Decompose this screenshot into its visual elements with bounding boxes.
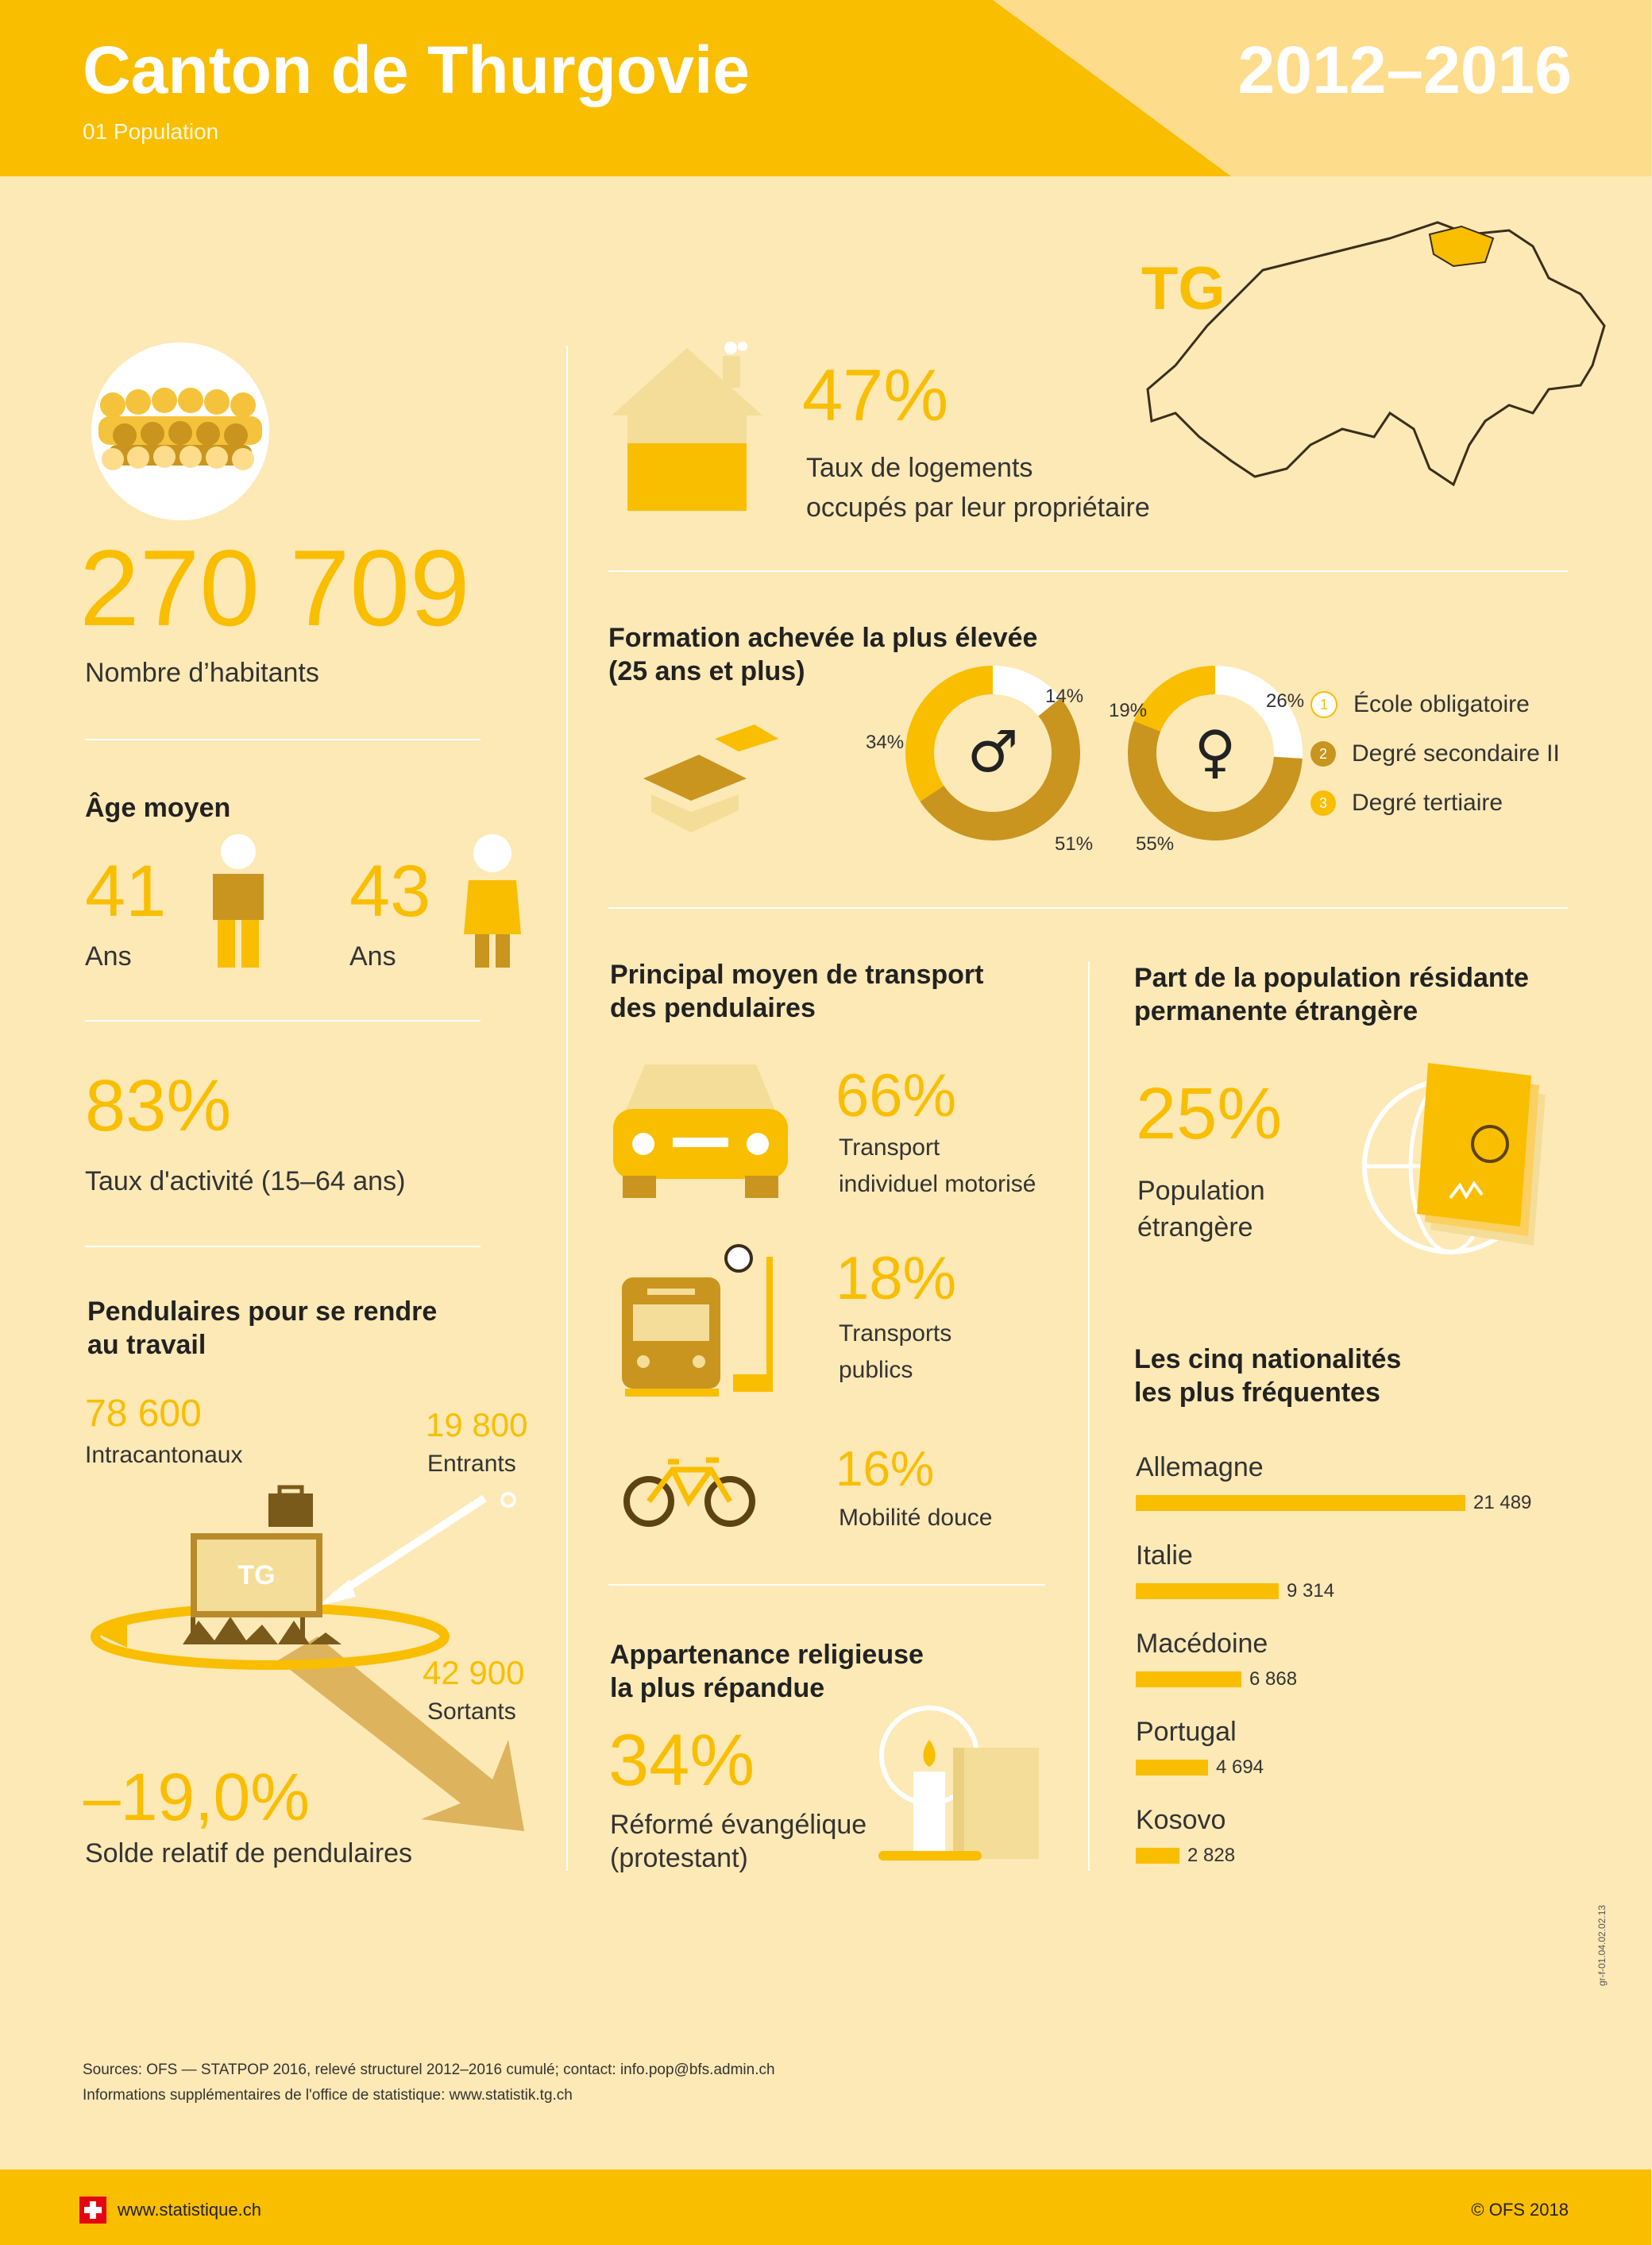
women-symbol-icon: ♀: [1194, 718, 1237, 785]
crowd-icon: [89, 340, 272, 523]
car-label: Transport individuel motorisé: [839, 1134, 1036, 1197]
globe-passport-icon: [1363, 1055, 1577, 1277]
legend-item: [1310, 779, 1560, 828]
column-divider: [566, 346, 568, 1871]
graduation-cap-icon: [635, 723, 794, 834]
header-band: [0, 0, 1651, 176]
document-code: gr-f-01.04.02.02.13: [1596, 1904, 1608, 1986]
man-icon: [206, 834, 270, 969]
bicycle-icon: [623, 1454, 758, 1533]
nationalities-title: Les cinq nationalités les plus fréquentes: [1134, 1344, 1402, 1408]
nationality-bar: [1136, 1495, 1465, 1511]
nationality-bar: [1136, 1848, 1179, 1864]
men-tertiary-label: 34%: [866, 732, 905, 753]
nationality-name: Portugal: [1136, 1717, 1237, 1747]
map-canton-code: TG: [1141, 255, 1225, 323]
age-men-value: 41: [85, 851, 167, 932]
religion-label: Réformé évangélique (protestant): [610, 1810, 867, 1873]
nationality-name: Kosovo: [1136, 1805, 1226, 1835]
canton-sign-label: TG: [237, 1560, 276, 1590]
commuters-in-label: Entrants: [427, 1451, 516, 1477]
legend-marker: 2: [1310, 741, 1336, 767]
education-legend: [1310, 680, 1560, 828]
population-label: Nombre d’habitants: [85, 658, 319, 688]
school-segment: [993, 680, 1049, 707]
public-label: Transports publics: [839, 1320, 952, 1383]
divider: [608, 570, 1568, 572]
period-label: 2012–2016: [1237, 33, 1572, 107]
education-title: Formation achevée la plus élevée (25 ans et plus): [608, 623, 1038, 686]
women-tertiary-label: 19%: [1109, 700, 1148, 721]
nationality-value-label: 9 314: [1287, 1580, 1335, 1602]
switzerland-map: [1136, 207, 1612, 508]
divider: [608, 1584, 1045, 1586]
women-secondary-label: 55%: [1136, 833, 1175, 855]
woman-icon: [461, 834, 524, 969]
housing-value: 47%: [802, 355, 949, 436]
religion-title: Appartenance religieuse la plus répandue: [610, 1640, 924, 1703]
page-subtitle: 01 Population: [83, 119, 219, 144]
public-value: 18%: [836, 1245, 957, 1312]
nationality-value-label: 2 828: [1187, 1845, 1236, 1866]
commuters-intra-value: 78 600: [85, 1393, 202, 1435]
housing-label: Taux de logements occupés par leur propriétaire: [806, 453, 1150, 523]
religion-value: 34%: [608, 1720, 755, 1801]
footer-band: [0, 2170, 1651, 2245]
soft-value: 16%: [836, 1442, 935, 1497]
commuters-title: Pendulaires pour se rendre au travail: [87, 1296, 438, 1360]
nationality-bar: [1136, 1583, 1279, 1599]
legend-marker: 3: [1310, 790, 1336, 816]
nationality-value-label: 4 694: [1216, 1756, 1264, 1778]
age-women-value: 43: [349, 851, 431, 932]
nationality-value-label: 21 489: [1473, 1492, 1532, 1513]
legend-item: [1310, 680, 1560, 729]
activity-value: 83%: [85, 1065, 232, 1146]
nationality-bar: [1136, 1671, 1241, 1687]
men-symbol-icon: ♂: [967, 718, 1019, 785]
foreign-label: Population étrangère: [1137, 1176, 1265, 1242]
commuters-balance-value: –19,0%: [83, 1760, 310, 1834]
commuters-intra-label: Intracantonaux: [85, 1442, 243, 1468]
age-title: Âge moyen: [85, 793, 231, 823]
nationality-name: Macédoine: [1136, 1629, 1268, 1659]
divider: [608, 907, 1568, 909]
car-icon: [605, 1057, 796, 1200]
legend-item: [1310, 729, 1560, 779]
legend-label: Degré secondaire II: [1352, 740, 1560, 767]
footer-url-link[interactable]: www.statistique.ch: [118, 2200, 261, 2220]
divider: [85, 739, 481, 740]
legend-marker: 1: [1310, 691, 1337, 718]
divider: [85, 1246, 481, 1247]
age-men-unit: Ans: [85, 941, 132, 972]
men-school-label: 14%: [1045, 686, 1084, 707]
nationality-name: Allemagne: [1136, 1452, 1264, 1482]
foreign-title: Part de la population résidante permanente étrangère: [1134, 963, 1529, 1026]
nationality-value-label: 6 868: [1249, 1668, 1298, 1690]
foreign-value: 25%: [1136, 1073, 1283, 1154]
footer-copyright: © OFS 2018: [1471, 2200, 1569, 2220]
sources: Sources: OFS — STATPOP 2016, relevé structurel 2012–2016 cumulé; contact: info.pop@bfs.admin.ch Informations supplémentaires de l'office de statistique: www.statistik.tg.ch: [83, 2061, 775, 2104]
transport-title: Principal moyen de transport des pendulaires: [610, 960, 984, 1023]
commuters-out-label: Sortants: [427, 1698, 516, 1725]
swiss-cross-icon: [79, 2197, 106, 2224]
nationality-bar: [1136, 1760, 1208, 1776]
divider: [85, 1020, 481, 1022]
women-school-label: 26%: [1266, 690, 1305, 712]
men-secondary-label: 51%: [1055, 833, 1094, 855]
column-divider: [1088, 961, 1090, 1871]
commuters-in-value: 19 800: [426, 1406, 528, 1443]
population-value: 270 709: [79, 527, 470, 648]
bus-icon: [616, 1241, 790, 1400]
legend-label: Degré tertiaire: [1352, 790, 1503, 816]
nationality-name: Italie: [1136, 1540, 1193, 1571]
commuters-out-value: 42 900: [423, 1654, 525, 1691]
car-value: 66%: [836, 1062, 957, 1130]
activity-label: Taux d'activité (15–64 ans): [85, 1166, 406, 1196]
soft-label: Mobilité douce: [839, 1505, 993, 1531]
legend-label: École obligatoire: [1353, 691, 1530, 717]
age-women-unit: Ans: [349, 941, 396, 972]
page-title: Canton de Thurgovie: [83, 33, 750, 107]
commuters-balance-label: Solde relatif de pendulaires: [85, 1838, 413, 1868]
candle-bible-icon: [874, 1700, 1048, 1867]
house-icon: [604, 340, 770, 515]
